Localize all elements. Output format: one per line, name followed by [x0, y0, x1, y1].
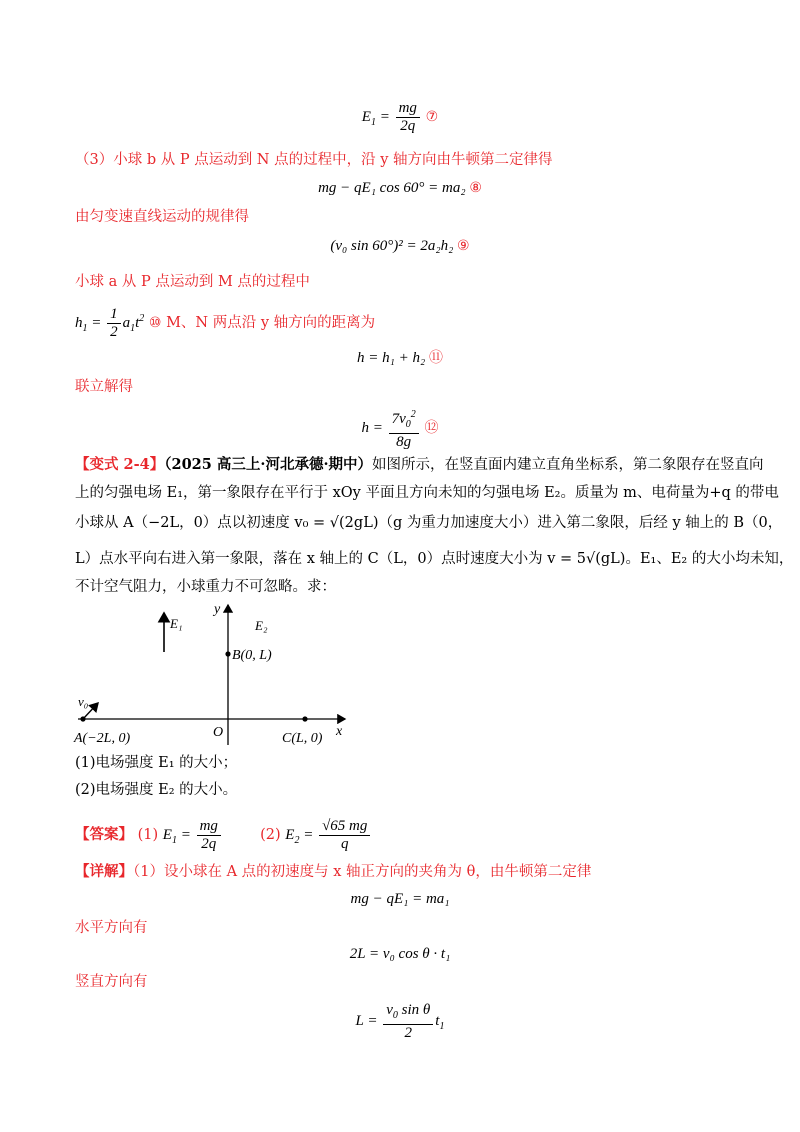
label-e2: E₂ — [255, 618, 268, 633]
equation-7-marker: ⑦ — [425, 108, 439, 125]
detail-line — [75, 862, 591, 882]
label-v0: v₀ — [78, 694, 89, 709]
equation-12 — [0, 406, 800, 451]
equation-10-line — [75, 306, 375, 341]
coordinate-diagram — [60, 595, 360, 750]
equation-d2: 2L = v₀ cos θ · t₁ — [349, 946, 451, 962]
mn-distance-text: M、N 两点沿 y 轴方向的距离为 — [166, 314, 376, 331]
variant-line-2: 上的匀强电场 E₁，第一象限存在平行于 xOy 平面且方向未知的匀强电场 E₂。质量为 m、电荷量为+q 的带电 — [75, 485, 779, 501]
variant-line-4: L）点水平向右进入第一象限，落在 x 轴上的 C（L，0）点时速度大小为 v = 5√(gL)。E₁、E₂ 的大小均未知， — [75, 551, 794, 567]
detail-tag: 【详解】 — [75, 863, 133, 880]
equation-9 — [0, 236, 800, 256]
kinematics-intro: 由匀变速直线运动的规律得 — [75, 209, 249, 225]
variant-tag: 【变式 2-4】 — [75, 456, 165, 473]
equation-d3-body: L = $\frac{v_0 \sin \theta}{2}$ $t_1$ — [355, 1002, 445, 1041]
label-a: A(−2L, 0) — [74, 731, 131, 746]
label-y: y — [214, 602, 221, 617]
equation-7-body: $E_1$ = $\frac{mg}{2q}$ — [362, 109, 422, 125]
answer-line — [75, 818, 372, 853]
question-2: (2)电场强度 E₂ 的大小。 — [75, 782, 238, 798]
variant-line-5: 不计空气阻力，小球重力不可忽略。求： — [75, 579, 336, 595]
equation-12-body: h = $\frac{7v_0^2}{8g}$ — [361, 420, 420, 436]
equation-8 — [0, 178, 800, 198]
label-b: B(0, L) — [232, 648, 272, 663]
equation-10-marker: ⑩ — [148, 314, 162, 331]
equation-7 — [0, 100, 800, 135]
answer-2: (2) — [260, 826, 281, 843]
equation-9-marker: ⑨ — [457, 238, 470, 254]
equation-11-marker: ⑪ — [428, 350, 443, 366]
variant-line-1 — [75, 455, 764, 475]
part3-intro: （3）小球 b 从 P 点运动到 N 点的过程中，沿 y 轴方向由牛顿第二定律得 — [75, 152, 553, 168]
label-x: x — [336, 724, 343, 739]
horizontal-text: 水平方向有 — [75, 920, 148, 936]
equation-11 — [0, 348, 800, 368]
detail-text: （1）设小球在 A 点的初速度与 x 轴正方向的夹角为 θ，由牛顿第二定律 — [133, 864, 592, 880]
variant-source: （2025 高三上·河北承德·期中） — [164, 456, 372, 473]
ball-a-intro: 小球 a 从 P 点运动到 M 点的过程中 — [75, 274, 310, 290]
vertical-text: 竖直方向有 — [75, 974, 148, 990]
label-e1: E₁ — [170, 616, 183, 631]
equation-d1: mg − qE₁ = ma₁ — [350, 891, 450, 907]
equation-d3 — [0, 1002, 800, 1042]
equation-8-body: mg − qE₁ cos 60° = ma₂ — [318, 180, 466, 196]
label-c: C(L, 0) — [282, 731, 323, 746]
answer-tag: 【答案】 — [75, 825, 133, 843]
variant-line-3: 小球从 A（−2L，0）点以初速度 v₀ = √(2gL)（g 为重力加速度大小）进入第二象限，后经 y 轴上的 B（0， — [75, 515, 783, 531]
point-b — [225, 651, 230, 656]
point-c — [302, 716, 307, 721]
equation-11-body: h = h₁ + h₂ — [357, 350, 426, 366]
equation-10-body: $h_1$ = $\frac{1}{2}$ $a_1t^2$ — [75, 306, 145, 340]
question-1: (1)电场强度 E₁ 的大小； — [75, 755, 238, 771]
answer-1: (1) — [137, 826, 159, 843]
equation-12-marker: ⑫ — [424, 419, 439, 436]
variant-text-1: 如图所示，在竖直面内建立直角坐标系，第二象限存在竖直向 — [372, 457, 764, 473]
answer-1-formula: $E_1$ = $\frac{mg}{2q}$ — [163, 827, 223, 843]
equation-8-marker: ⑧ — [469, 180, 482, 196]
label-origin: O — [213, 725, 224, 740]
equation-9-body: (v₀ sin 60°)² = 2a₂h₂ — [330, 238, 454, 254]
solve-text: 联立解得 — [75, 379, 133, 395]
answer-2-formula: $E_2$ = $\frac{√65 mg}{q}$ — [285, 827, 372, 843]
point-a — [80, 716, 85, 721]
